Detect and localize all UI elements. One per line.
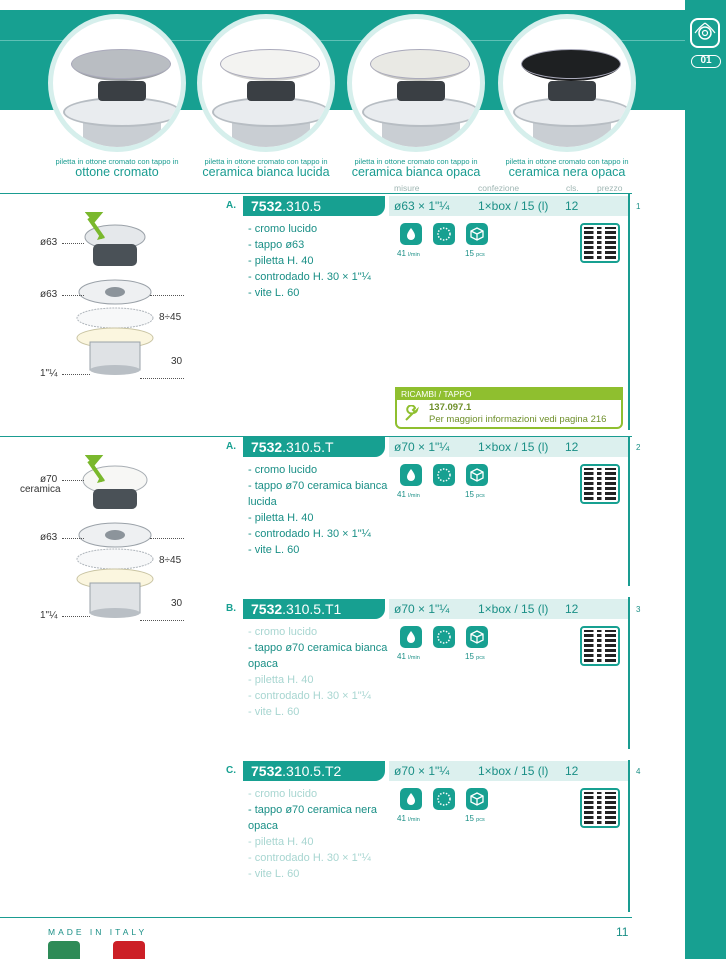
qr-code[interactable] bbox=[580, 464, 620, 504]
section-badge: 01 bbox=[691, 55, 721, 68]
confezione-value: 1×box / 15 (l) bbox=[478, 764, 549, 778]
finish-caption: ceramica nera opaca bbox=[508, 165, 626, 179]
product-code[interactable] bbox=[243, 437, 385, 457]
finish-photo bbox=[48, 14, 186, 152]
flower-logo-icon bbox=[690, 18, 720, 48]
pack-value: 15 bbox=[465, 652, 474, 661]
flow-unit: l/min bbox=[408, 655, 420, 661]
row-letter: A. bbox=[226, 200, 236, 211]
spec-item: - cromo lucido bbox=[248, 624, 388, 640]
cls-value: 12 bbox=[565, 764, 579, 778]
spec-item: - cromo lucido bbox=[248, 221, 388, 237]
flow-value: 41 bbox=[397, 249, 406, 258]
spec-item: - tappo ø70 ceramica bianca opaca bbox=[248, 640, 388, 672]
dotted-circle-icon bbox=[433, 626, 455, 648]
dim-line bbox=[62, 295, 84, 296]
dim-line bbox=[150, 538, 184, 539]
finish-photo bbox=[347, 14, 485, 152]
cls-value: 12 bbox=[565, 602, 579, 616]
spec-item: - controdado H. 30 × 1"¼ bbox=[248, 850, 388, 866]
dim-line bbox=[62, 374, 90, 375]
confezione-value: 1×box / 15 (l) bbox=[478, 440, 549, 454]
col-cls: cls. bbox=[566, 183, 579, 193]
flow-value: 41 bbox=[397, 490, 406, 499]
dim-label: 8÷45 bbox=[159, 555, 182, 566]
code-suffix: .310.5.T1 bbox=[282, 601, 342, 617]
dim-label: 30 bbox=[171, 356, 183, 367]
box-icon bbox=[466, 788, 488, 810]
col-confezione: confezione bbox=[478, 183, 520, 193]
dim-label: 30 bbox=[171, 598, 183, 609]
spare-part-note: Per maggiori informazioni vedi pagina 216 bbox=[429, 414, 607, 425]
confezione-value: 1×box / 15 (l) bbox=[478, 199, 549, 213]
finish-caption: ceramica bianca lucida bbox=[202, 165, 330, 179]
spare-parts-box[interactable] bbox=[395, 387, 623, 429]
spec-item: - vite L. 60 bbox=[248, 542, 388, 558]
spec-item: - piletta H. 40 bbox=[248, 253, 388, 269]
row-number: 4 bbox=[636, 767, 641, 776]
flow-value: 41 bbox=[397, 814, 406, 823]
finish-caption: ottone cromato bbox=[75, 165, 159, 179]
spec-item: - tappo ø70 ceramica nera opaca bbox=[248, 802, 388, 834]
row-number: 1 bbox=[636, 202, 641, 211]
dim-line bbox=[140, 620, 184, 621]
code-suffix: .310.5.T bbox=[282, 439, 334, 455]
spec-item: - vite L. 60 bbox=[248, 285, 388, 301]
product-code[interactable] bbox=[243, 599, 385, 619]
made-in-italy: MADE IN ITALY bbox=[48, 927, 148, 937]
pack-value: 15 bbox=[465, 249, 474, 258]
spec-item: - vite L. 60 bbox=[248, 704, 388, 720]
spec-item: - vite L. 60 bbox=[248, 866, 388, 882]
box-icon bbox=[466, 223, 488, 245]
pack-qty bbox=[465, 652, 485, 661]
flow-rate bbox=[397, 490, 420, 499]
finish-caption-small: piletta in ottone cromato con tappo in bbox=[354, 157, 478, 166]
spec-item: - piletta H. 40 bbox=[248, 510, 388, 526]
row-letter: A. bbox=[226, 441, 236, 452]
qr-code[interactable] bbox=[580, 788, 620, 828]
row-number: 2 bbox=[636, 443, 641, 452]
dim-label: ø70 bbox=[40, 474, 58, 485]
code-main: 7532 bbox=[251, 439, 283, 455]
dim-line bbox=[62, 538, 84, 539]
flag-green-stripe bbox=[48, 941, 80, 959]
row-frame bbox=[628, 760, 630, 912]
code-suffix: .310.5.T2 bbox=[282, 763, 342, 779]
flow-unit: l/min bbox=[408, 817, 420, 823]
spec-item: - tappo ø63 bbox=[248, 237, 388, 253]
finish-caption-small: piletta in ottone cromato con tappo in bbox=[505, 157, 629, 166]
dim-label: 1"¼ bbox=[40, 610, 58, 621]
code-main: 7532 bbox=[251, 763, 283, 779]
code-suffix: .310.5 bbox=[282, 198, 322, 214]
pack-value: 15 bbox=[465, 490, 474, 499]
dim-line bbox=[62, 616, 90, 617]
dim-label: ø63 bbox=[40, 289, 58, 300]
spec-item: - tappo ø70 ceramica bianca lucida bbox=[248, 478, 388, 510]
spec-list bbox=[248, 624, 388, 720]
page-number: 11 bbox=[616, 925, 629, 939]
row-frame bbox=[628, 193, 630, 430]
pack-unit: pcs bbox=[476, 493, 485, 499]
flow-rate bbox=[397, 814, 420, 823]
cls-value: 12 bbox=[565, 440, 579, 454]
row-frame bbox=[628, 436, 630, 586]
water-flow-icon bbox=[400, 464, 422, 486]
code-main: 7532 bbox=[251, 198, 283, 214]
side-band bbox=[685, 0, 726, 959]
dotted-circle-icon bbox=[433, 464, 455, 486]
spec-item: - cromo lucido bbox=[248, 786, 388, 802]
row-letter: B. bbox=[226, 603, 236, 614]
flag-red-stripe bbox=[113, 941, 145, 959]
dotted-circle-icon bbox=[433, 223, 455, 245]
finish-caption-small: piletta in ottone cromato con tappo in bbox=[55, 157, 179, 166]
dim-label: ceramica bbox=[20, 484, 61, 495]
flow-rate bbox=[397, 652, 420, 661]
box-icon bbox=[466, 626, 488, 648]
spec-item: - controdado H. 30 × 1"¼ bbox=[248, 526, 388, 542]
wrench-icon bbox=[403, 405, 421, 428]
flow-value: 41 bbox=[397, 652, 406, 661]
flow-rate bbox=[397, 249, 420, 258]
spare-parts-title: RICAMBI / TAPPO bbox=[397, 389, 621, 400]
spec-list bbox=[248, 221, 388, 301]
confezione-value: 1×box / 15 (l) bbox=[478, 602, 549, 616]
col-misure: misure bbox=[394, 183, 420, 193]
info-strip bbox=[389, 437, 628, 457]
flow-unit: l/min bbox=[408, 252, 420, 258]
finish-photo bbox=[498, 14, 636, 152]
col-prezzo: prezzo bbox=[597, 183, 623, 193]
spec-item: - piletta H. 40 bbox=[248, 672, 388, 688]
code-main: 7532 bbox=[251, 601, 283, 617]
pack-qty bbox=[465, 249, 485, 258]
spec-list bbox=[248, 786, 388, 882]
misure-value: ø70 × 1"¼ bbox=[394, 602, 450, 616]
dim-line bbox=[150, 295, 184, 296]
arrow-up-down-icon bbox=[85, 455, 109, 490]
pack-unit: pcs bbox=[476, 252, 485, 258]
info-strip bbox=[389, 761, 628, 781]
dim-label: ø63 bbox=[40, 532, 58, 543]
pack-value: 15 bbox=[465, 814, 474, 823]
spec-item: - controdado H. 30 × 1"¼ bbox=[248, 269, 388, 285]
finish-photo bbox=[197, 14, 335, 152]
dim-label: 8÷45 bbox=[159, 312, 182, 323]
spec-item: - cromo lucido bbox=[248, 462, 388, 478]
misure-value: ø63 × 1"¼ bbox=[394, 199, 450, 213]
spec-item: - controdado H. 30 × 1"¼ bbox=[248, 688, 388, 704]
spare-part-code: 137.097.1 bbox=[429, 402, 472, 413]
spec-list bbox=[248, 462, 388, 558]
flow-unit: l/min bbox=[408, 493, 420, 499]
qr-code[interactable] bbox=[580, 223, 620, 263]
water-flow-icon bbox=[400, 626, 422, 648]
misure-value: ø70 × 1"¼ bbox=[394, 764, 450, 778]
info-strip bbox=[389, 599, 628, 619]
spec-item: - piletta H. 40 bbox=[248, 834, 388, 850]
pack-unit: pcs bbox=[476, 817, 485, 823]
pack-unit: pcs bbox=[476, 655, 485, 661]
section-bottom-line bbox=[0, 917, 632, 918]
box-icon bbox=[466, 464, 488, 486]
finish-caption-small: piletta in ottone cromato con tappo in bbox=[204, 157, 328, 166]
finish-caption: ceramica bianca opaca bbox=[351, 165, 481, 179]
dim-label: ø63 bbox=[40, 237, 58, 248]
row-number: 3 bbox=[636, 605, 641, 614]
dim-line bbox=[140, 378, 184, 379]
row-letter: C. bbox=[226, 765, 236, 776]
pack-qty bbox=[465, 490, 485, 499]
section-top-line bbox=[0, 193, 632, 194]
misure-value: ø70 × 1"¼ bbox=[394, 440, 450, 454]
water-flow-icon bbox=[400, 788, 422, 810]
arrow-up-down-icon bbox=[85, 212, 109, 247]
product-diagram bbox=[60, 455, 170, 630]
qr-code[interactable] bbox=[580, 626, 620, 666]
dim-line bbox=[62, 480, 84, 481]
dotted-circle-icon bbox=[433, 788, 455, 810]
info-strip bbox=[389, 196, 628, 216]
product-code[interactable] bbox=[243, 761, 385, 781]
product-diagram bbox=[60, 210, 170, 390]
cls-value: 12 bbox=[565, 199, 579, 213]
product-code[interactable] bbox=[243, 196, 385, 216]
water-flow-icon bbox=[400, 223, 422, 245]
dim-line bbox=[62, 243, 84, 244]
pack-qty bbox=[465, 814, 485, 823]
row-frame bbox=[628, 597, 630, 749]
dim-label: 1"¼ bbox=[40, 368, 58, 379]
